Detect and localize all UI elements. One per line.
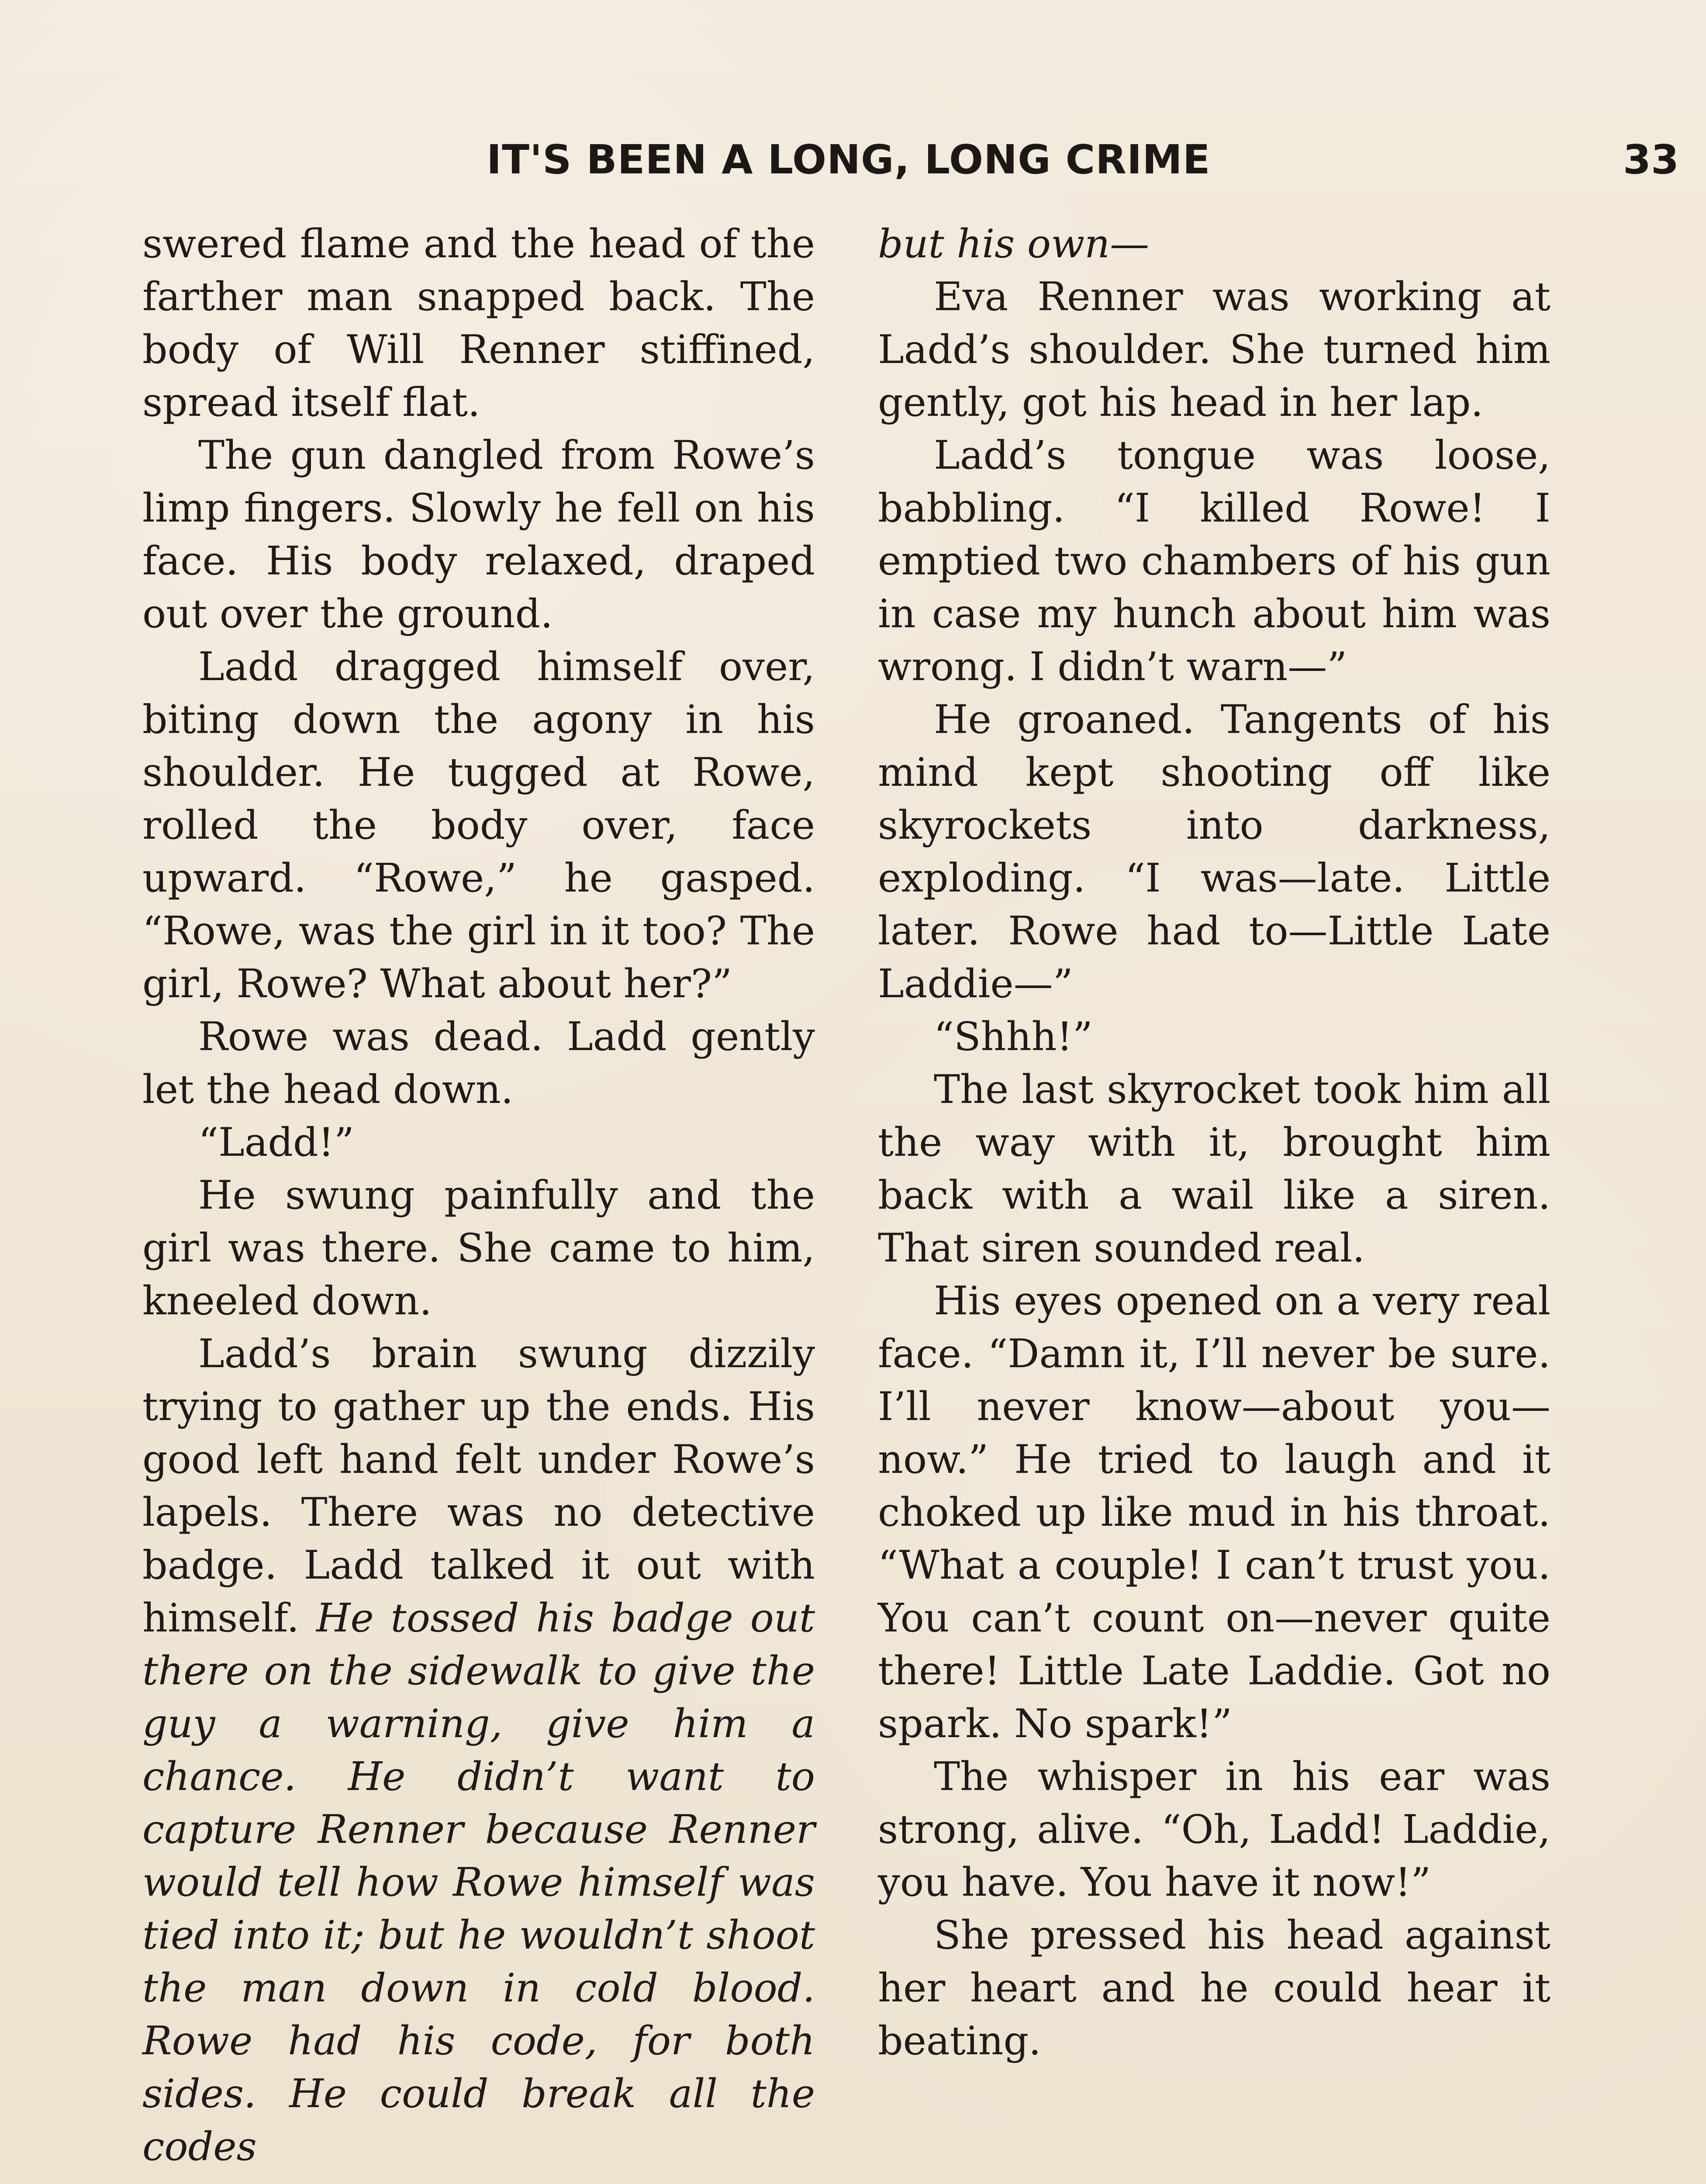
page-header xyxy=(487,136,1679,202)
right-paragraph-9: She pressed his head against her heart and he could hear it beating. xyxy=(878,1912,1551,2064)
right-paragraph-4: He groaned. Tangents of his mind kept shooting off like skyrockets into darkness, exploding. “I was—late. Little later. Rowe had to—Little Late Laddie—” xyxy=(878,697,1551,1007)
running-title: IT'S BEEN A LONG, LONG CRIME xyxy=(487,136,1211,183)
left-paragraph-5: “Ladd!” xyxy=(198,1120,354,1165)
right-paragraph-5: “Shhh!” xyxy=(934,1014,1093,1060)
right-paragraph-2: Eva Renner was working at Ladd’s shoulder. She turned him gently, got his head in her lap. xyxy=(878,274,1551,425)
left-paragraph-2: The gun dangled from Rowe’s limp fingers. Slowly he fell on his face. His body relaxed, draped out over the ground. xyxy=(142,432,815,637)
left-paragraph-3: Ladd dragged himself over, biting down the agony in his shoulder. He tugged at Rowe, rolled the body over, face upward. “Rowe,” he gasped. “Rowe, was the girl in it too? The girl, Rowe? What about her?” xyxy=(142,644,815,1007)
left-text-column xyxy=(142,218,815,2173)
page-number: 33 xyxy=(1623,136,1679,183)
left-paragraph-1: swered flame and the head of the farther man snapped back. The body of Will Renner stiffined, spread itself flat. xyxy=(142,221,815,425)
right-paragraph-3: Ladd’s tongue was loose, babbling. “I killed Rowe! I emptied two chambers of his gun in case my hunch about him was wrong. I didn’t warn—” xyxy=(878,432,1551,690)
right-text-column xyxy=(878,218,1551,2067)
right-paragraph-7: His eyes opened on a very real face. “Damn it, I’ll never be sure. I’ll never know—about you—now.” He tried to laugh and it choked up like mud in his throat. “What a couple! I can’t trust you. You can’t count on—never quite there! Little Late Laddie. Got no spark. No spark!” xyxy=(878,1278,1551,1747)
left-paragraph-4: Rowe was dead. Ladd gently let the head down. xyxy=(142,1014,815,1113)
left-paragraph-6: He swung painfully and the girl was there. She came to him, kneeled down. xyxy=(142,1172,815,1324)
right-paragraph-8: The whisper in his ear was strong, alive. “Oh, Ladd! Laddie, you have. You have it now!” xyxy=(878,1754,1551,1905)
left-paragraph-7-plain: Ladd’s brain swung dizzily trying to gather up the ends. His good left hand felt under Rowe’s lapels. There was no detective badge. Ladd talked it out with himself. xyxy=(142,1331,815,1641)
left-paragraph-7-italic: He tossed his badge out there on the sidewalk to give the guy a warning, give him a chance. He didn’t want to capture Renner because Renner would tell how Rowe himself was tied into it; but he wouldn’t shoot the man down in cold blood. Rowe had his code, for both sides. He could break all the codes xyxy=(142,1595,815,2170)
left-paragraph-7 xyxy=(142,1327,815,2173)
right-paragraph-6: The last skyrocket took him all the way with it, brought him back with a wail like a siren. That siren sounded real. xyxy=(878,1067,1551,1271)
right-paragraph-1: but his own— xyxy=(878,221,1150,267)
